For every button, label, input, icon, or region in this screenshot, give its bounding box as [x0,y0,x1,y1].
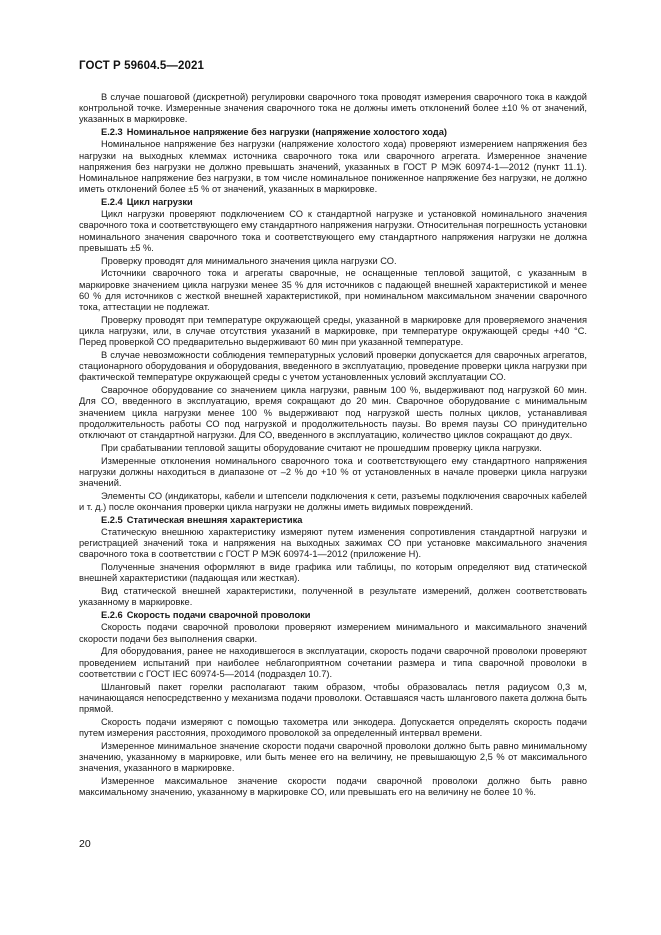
paragraph: Скорость подачи измеряют с помощью тахометра или энкодера. Допускается определять скорость подачи путем измерения расстояния, проходимого проволокой за определенный интервал времени. [79,716,587,739]
page-number: 20 [79,838,91,850]
section-title: Статическая внешняя характеристика [126,514,303,525]
paragraph: При срабатывании тепловой защиты оборудование считают не прошедшим проверку цикла нагрузки. [101,442,542,453]
paragraph: Измеренное минимальное значение скорости подачи сварочной проволоки должно быть равно минимальному значению, указанному в маркировке, или быть менее его на величину, не превышающую 2,5 % от максимального значения, указанного в маркировке. [79,740,587,774]
paragraph: Элементы СО (индикаторы, кабели и штепсели подключения к сети, разъемы подключения сварочных кабелей и т. д.) после окончания проверки цикла нагрузки не должны иметь видимых повреждений. [79,490,587,513]
paragraph: Проверку проводят при температуре окружающей среды, указанной в маркировке для проверяемого значения цикла нагрузки, или, в случае отсутствия указаний в маркировке, при температуре окружающей среды +40 °С. Перед проверкой СО предварительно выдерживают 60 мин при указанной температуре. [79,314,587,348]
section-heading-e-2-3 [101,127,587,138]
section-number: Е.2.4 [101,197,123,208]
section-number: Е.2.3 [101,127,123,138]
paragraph: Номинальное напряжение без нагрузки (напряжение холостого хода) проверяют измерением напряжения без нагрузки на выходных клеммах источника сварочного тока или сварочного агрегата. Измеренное значение напряжения без нагрузки не должно превышать значений, указанных в ГОСТ Р МЭК 60974-1—2012 (пункт 11.1). Номинальное напряжение без нагрузки, в том числе номинальное пониженное напряжение без нагрузки, не должно иметь отклонений более ±5 % от значений, указанных в маркировке. [79,139,587,195]
section-heading-e-2-6 [101,610,587,621]
paragraph: Статическую внешнюю характеристику измеряют путем изменения сопротивления стандартной нагрузки и регистрацией значений тока и напряжения на выходных зажимах СО при установке максимального значения сварочного тока в соответствии с ГОСТ Р МЭК 60974-1—2012 (приложение Н). [79,527,587,560]
paragraph: Проверку проводят для минимального значения цикла нагрузки СО. [101,255,397,266]
section-number: Е.2.5 [101,514,123,525]
paragraph: Для оборудования, ранее не находившегося в эксплуатации, скорость подачи сварочной проволоки проверяют проведением испытаний при наиболее неблагоприятном сочетании размера и типа сварочной проволоки в соответствии с ГОСТ IEC 60974-5—2014 (подраздел 10.7). [79,646,587,679]
paragraph: Цикл нагрузки проверяют подключением СО к стандартной нагрузке и установкой номинального значения сварочного тока и соответствующего ему стандартного напряжения нагрузки. Относительная погрешность установки номинального значения сварочного тока и соответствующего ему стандартного напряжения нагрузки не должна превышать ±5 %. [79,209,587,253]
paragraph: В случае невозможности соблюдения температурных условий проверки допускается для сварочных агрегатов, стационарного оборудования и оборудования, введенного в эксплуатацию, проведение проверки цикла нагрузки при фактической температуре окружающей среды с учетом установленных условий эксплуатации СО. [79,350,587,383]
section-number: Е.2.6 [101,610,123,621]
paragraph: Полученные значения оформляют в виде графика или таблицы, по которым определяют вид статической внешней характеристики (падающая или жесткая). [79,562,587,584]
document-body [79,92,587,800]
paragraph: Измеренное максимальное значение скорости подачи сварочной проволоки должно быть равно максимальному значению, указанному в маркировке СО, или превышать его на величину не более 10 %. [79,776,587,798]
paragraph: Вид статической внешней характеристики, полученной в результате измерений, должен соответствовать указанному в маркировке. [79,586,587,608]
paragraph: Источники сварочного тока и агрегаты сварочные, не оснащенные тепловой защитой, с указанным в маркировке значением цикла нагрузки менее 35 % для источников с падающей внешней характеристикой и менее 60 % для источников с жесткой внешней характеристикой, при номинальном максимальном значении сварочного тока, аттестации не подлежат. [79,268,587,313]
section-title: Скорость подачи сварочной проволоки [126,610,311,621]
paragraph: Сварочное оборудование со значением цикла нагрузки, равным 100 %, выдерживают под нагрузкой 60 мин. Для СО, введенного в эксплуатацию, время сокращают до 20 мин. Сварочное оборудование с минимальным значением цикла нагрузки менее 100 % выдерживают под нагрузкой шесть полных циклов, устанавливая продолжительность работы СО под нагрузкой и продолжительность паузы. Во время паузы СО принудительно отключают от стандартной нагрузки. Для СО, введенного в эксплуатацию, количество циклов сокращают до двух. [79,385,587,441]
section-heading-e-2-5 [101,515,587,526]
section-title: Номинальное напряжение без нагрузки (напряжение холостого хода) [126,127,447,138]
document-header: ГОСТ Р 59604.5—2021 [79,60,204,72]
paragraph: Скорость подачи сварочной проволоки проверяют измерением минимального и максимального значений скорости подачи без выполнения сварки. [79,622,587,644]
paragraph: Измеренные отклонения номинального сварочного тока и соответствующего ему стандартного напряжения нагрузки должны находиться в диапазоне от –2 % до +10 % от установленных в начале проверки цикла нагрузки значений. [79,455,587,489]
paragraph: В случае пошаговой (дискретной) регулировки сварочного тока проводят измерения сварочного тока в каждой контрольной точке. Измеренные значения сварочного тока не должны иметь отклонений более ±10 % от значений, указанных в маркировке. [79,92,587,125]
section-heading-e-2-4 [101,197,587,208]
section-title: Цикл нагрузки [126,197,193,208]
paragraph: Шланговый пакет горелки располагают таким образом, чтобы образовалась петля радиусом 0,3 м, начинающаяся непосредственно у механизма подачи проволоки. Оставшаяся часть шлангового пакета должна быть прямой. [79,681,587,715]
